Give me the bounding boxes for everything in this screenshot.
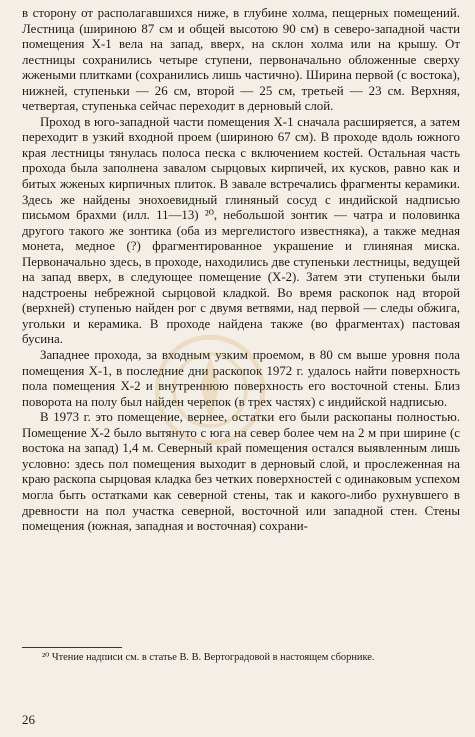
footnote: ²⁰ Чтение надписи см. в статье В. В. Вертоградовой в настоящем сборнике.	[42, 652, 375, 663]
paragraph-2: Проход в юго-западной части помещения Х-1 сначала расширяется, а затем переходит в узкий входной проем (шириною 67 см). В проходе вдоль южного края лестницы тянулась полоса песка с включением костей. Остальная часть прохода была заполнена завалом сырцовых кирпичей, их кусков, равно как и битых жженых кирпичных плиток. В завале встречались фрагменты керамики. Здесь же найдены энохоевидный глиняный сосуд с индийской надписью письмом брахми (илл. 11—13) ²⁰, небольшой зонтик — чатра и половинка другого такого же зонтика (оба из мергелистого известняка), а также медная монета, медное (?) фрагментированное украшение и глиняная миска. Первоначально здесь, в проходе, находились две ступеньки лестницы, ведущей на запад вверх, в следующее помещение (Х-2). Затем эти ступеньки были надстроены небрежной сырцовой кладкой. Во время раскопок над второй (верхней) ступенью найден рог с двумя ветвями, над первой — следы обжига, угольки и керамика. В проходе найдена также (во фрагментах) пастовая бусина.	[22, 114, 460, 347]
page-body	[22, 6, 460, 535]
paragraph-1: в сторону от располагавшихся ниже, в глубине холма, пещерных помещений. Лестница (шириною 87 см и общей высотою 90 см) в северо-западной части помещения Х-1 вела на запад, вверх, на склон холма или на крышу. От лестницы сохранились четыре ступени, первоначально обложенные сверху жжеными плитками (сохранились лишь частично). Ширина первой (с востока), нижней, ступеньки — 26 см, второй — 25 см, третьей — 23 см. Верхняя, четвертая, ступенька сейчас переходит в дерновый слой.	[22, 6, 460, 114]
footnote-divider	[22, 647, 122, 648]
library-stamp-watermark	[150, 330, 270, 450]
paragraph-3: Западнее прохода, за входным узким проемом, в 80 см выше уровня пола помещения Х-1, в последние дни раскопок 1972 г. удалось найти поверхность пола помещения Х-2 и внутреннюю поверхность его восточной стены. Близ поворота на полу был найден черепок (в трех частях) с индийской надписью.	[22, 348, 460, 409]
page-number: 26	[22, 712, 35, 727]
paragraph-4: В 1973 г. это помещение, вернее, остатки его были раскопаны полностью. Помещение Х-2 было вытянуто с юга на север более чем на 2 м при ширине (с востока на запад) 1,4 м. Северный край помещения остался выявленным лишь условно: здесь пол помещения выходит в дерновый слой, и прослеженная на краю раскопа сырцовая кладка без четких поверхностей с одинаковым успехом могла быть остатками как северной стены, так и какого-либо рухнувшего в древности на пол участка северной, восточной или западной стен. Стены помещения (южная, западная и восточная) сохрани-	[22, 410, 460, 534]
